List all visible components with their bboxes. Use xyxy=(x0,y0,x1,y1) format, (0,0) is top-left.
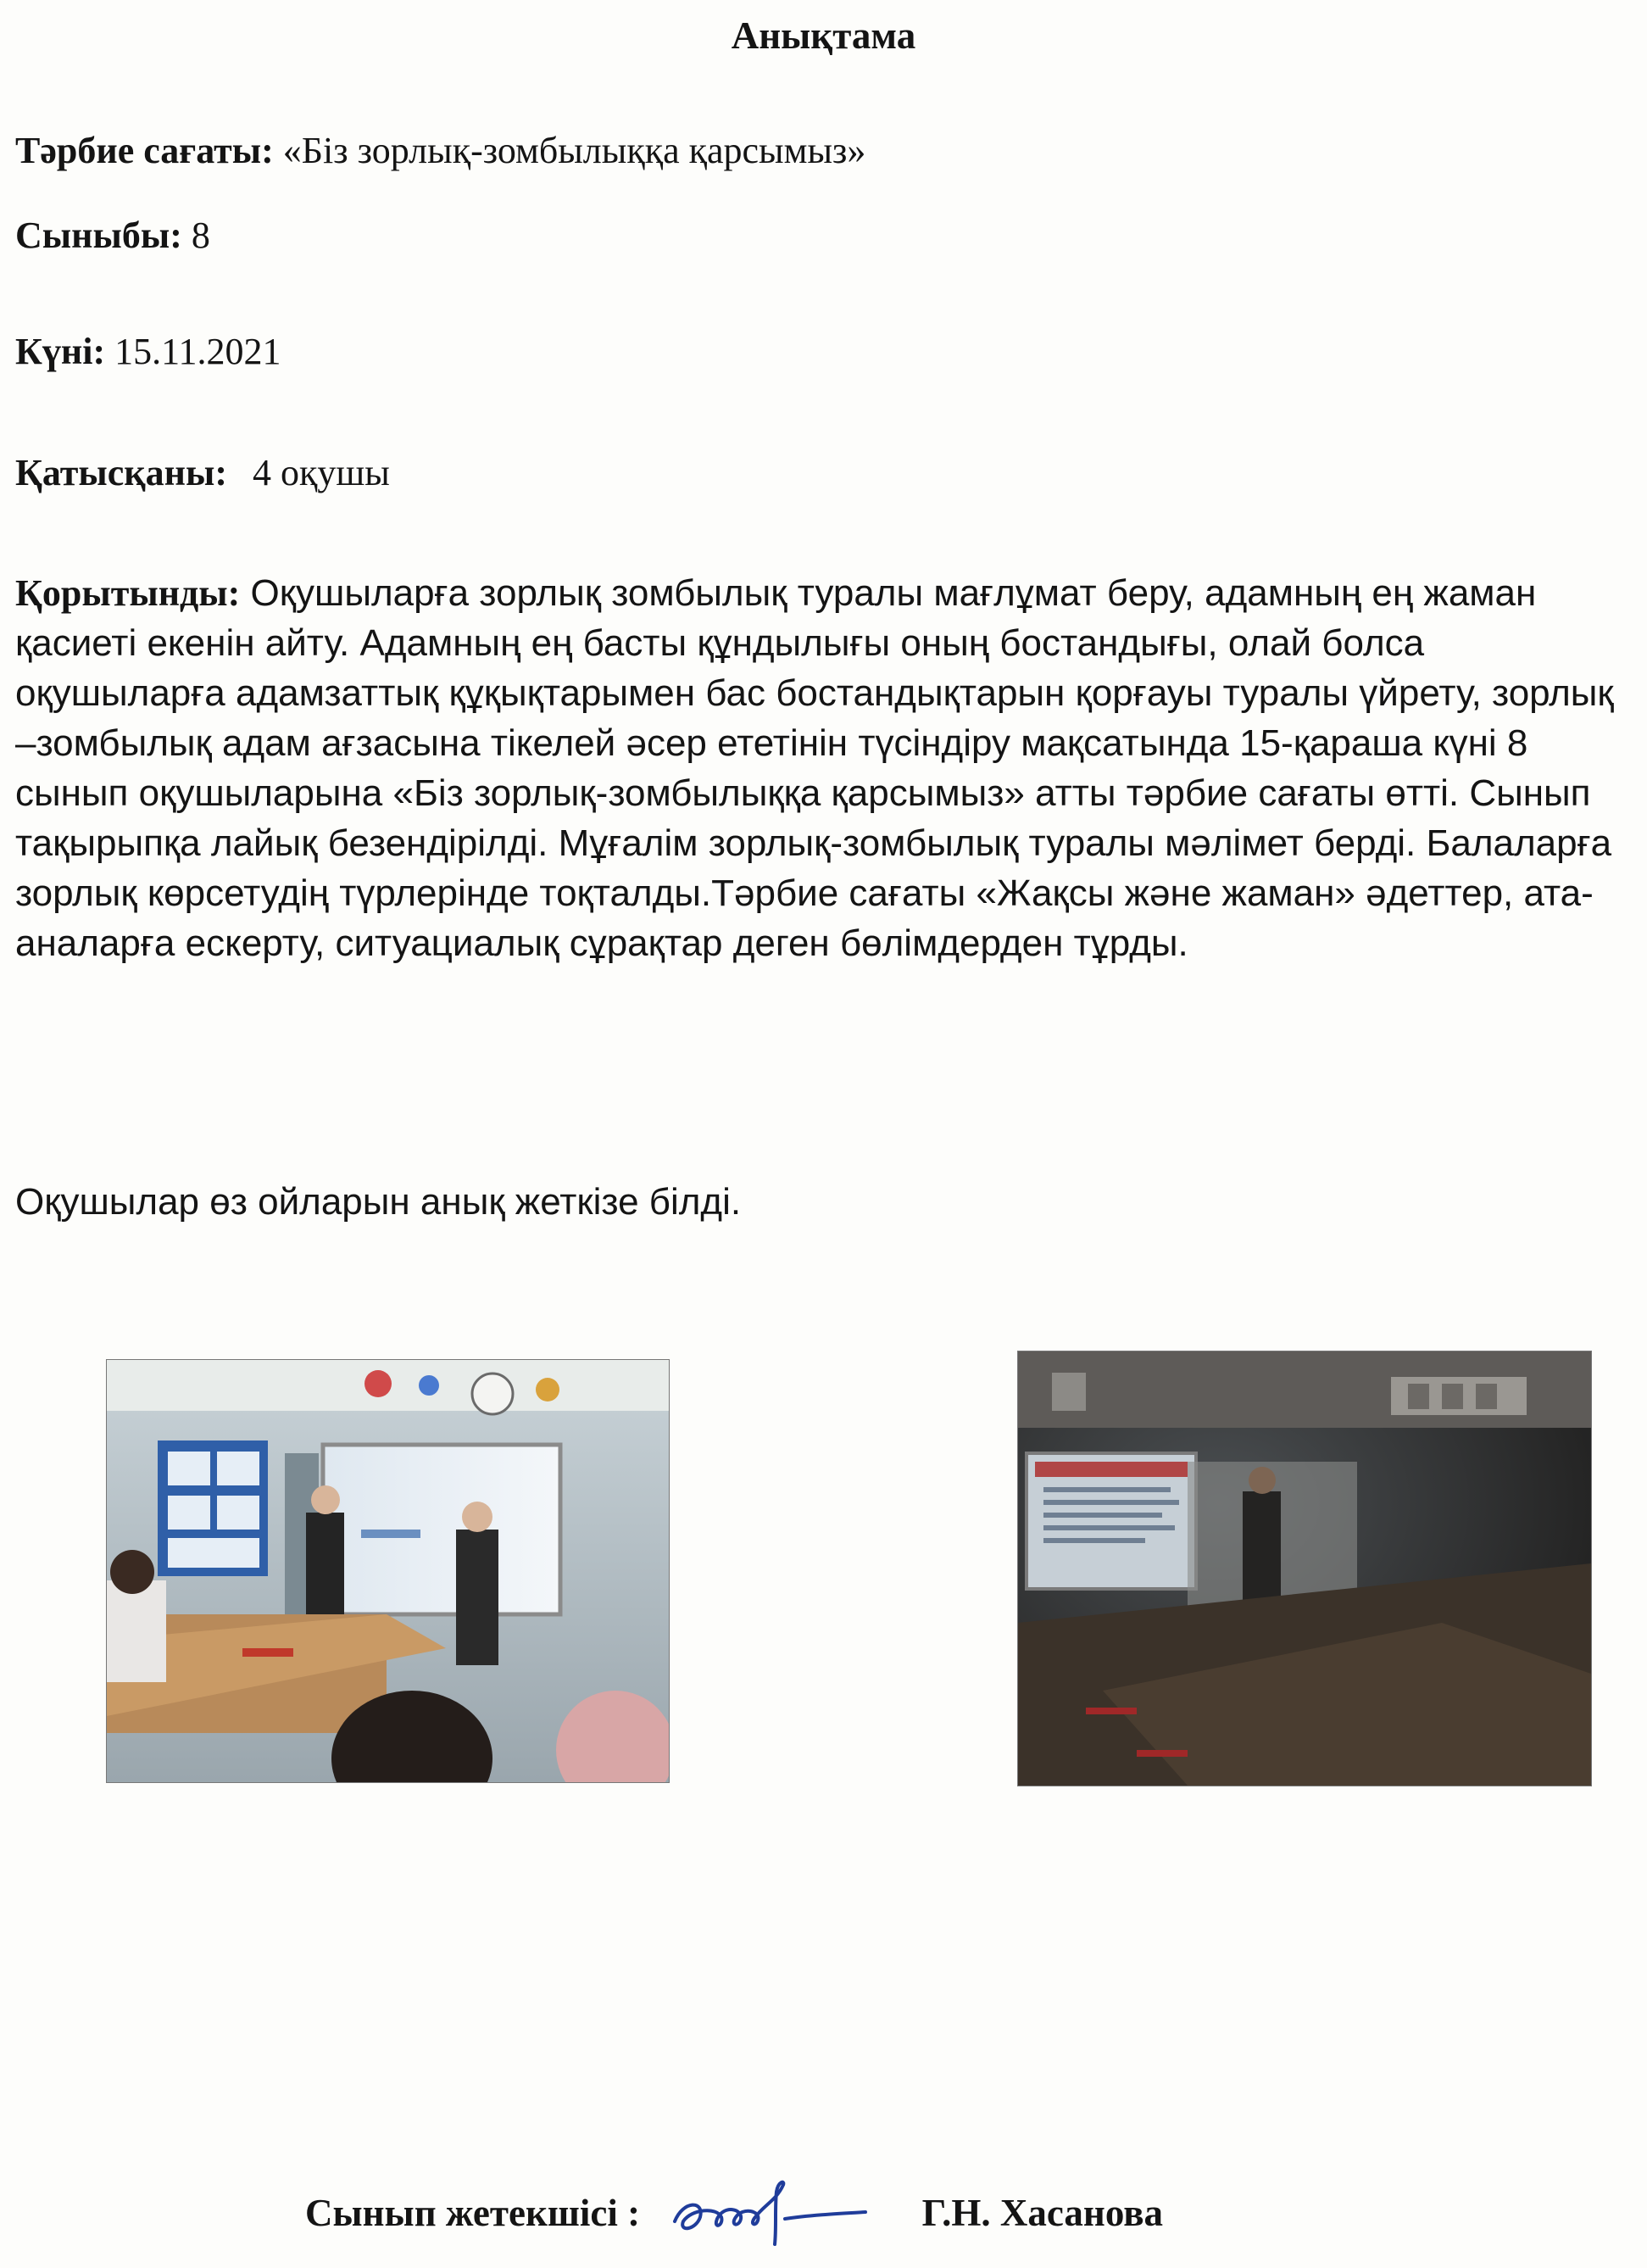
date-field xyxy=(15,328,281,376)
date-value: 15.11.2021 xyxy=(114,331,281,372)
classroom-photo-right-image xyxy=(1018,1351,1591,1786)
document-title: Анықтама xyxy=(731,14,916,57)
participants-value: 4 оқушы xyxy=(252,452,390,493)
date-label: Күні: xyxy=(15,331,106,372)
signature-colon: : xyxy=(617,2192,641,2234)
conclusion-paragraph xyxy=(15,568,1630,968)
conclusion-text: Оқушыларға зорлық зомбылық туралы мағлұмат беру, адамның ең жаман қасиеті екенін айту. Адамның ең басты құндылығы оның бостандығы, олай болса оқушыларға адамзаттық құқықтарымен бас бостандықтарын қорғауы туралы үйрету, зорлық –зомбылық адам ағзасына тікелей әсер ететінін түсіндіру мақсатында 15-қараша күні 8 сынып оқушыларына «Біз зорлық-зомбылыққа қарсымыз» атты тәрбие сағаты өтті. Сынып тақырыпқа лайық безендірілді. Мұғалім зорлық-зомбылық туралы мәлімет берді. Балаларға зорлық көрсетудің түрлерінде тоқталды.Тәрбие сағаты «Жақсы және жаман» әдеттер, ата-аналарға ескерту, ситуациалық сұрақтар деген бөлімдерден тұрды. xyxy=(15,572,1614,964)
event-value: «Біз зорлық-зомбылыққа қарсымыз» xyxy=(282,130,866,171)
signature-block xyxy=(305,2175,1163,2251)
participants-field xyxy=(15,449,390,497)
class-field xyxy=(15,212,210,259)
class-value: 8 xyxy=(191,215,210,256)
event-label: Тәрбие сағаты: xyxy=(15,130,274,171)
participants-label: Қатысқаны: xyxy=(15,452,227,493)
event-field xyxy=(15,127,865,175)
conclusion-label: Қорытынды: xyxy=(15,572,241,614)
class-label: Сыныбы: xyxy=(15,215,182,256)
classroom-photo-left xyxy=(106,1359,670,1783)
handwritten-signature xyxy=(658,2175,878,2251)
classroom-photo-right xyxy=(1017,1351,1592,1786)
closing-sentence: Оқушылар өз ойларын анық жеткізе білді. xyxy=(15,1181,742,1223)
signature-role-label: Сынып жетекшісі xyxy=(305,2192,618,2234)
classroom-photo-left-image xyxy=(107,1360,669,1782)
signature-name: Г.Н. Хасанова xyxy=(921,2192,1164,2234)
